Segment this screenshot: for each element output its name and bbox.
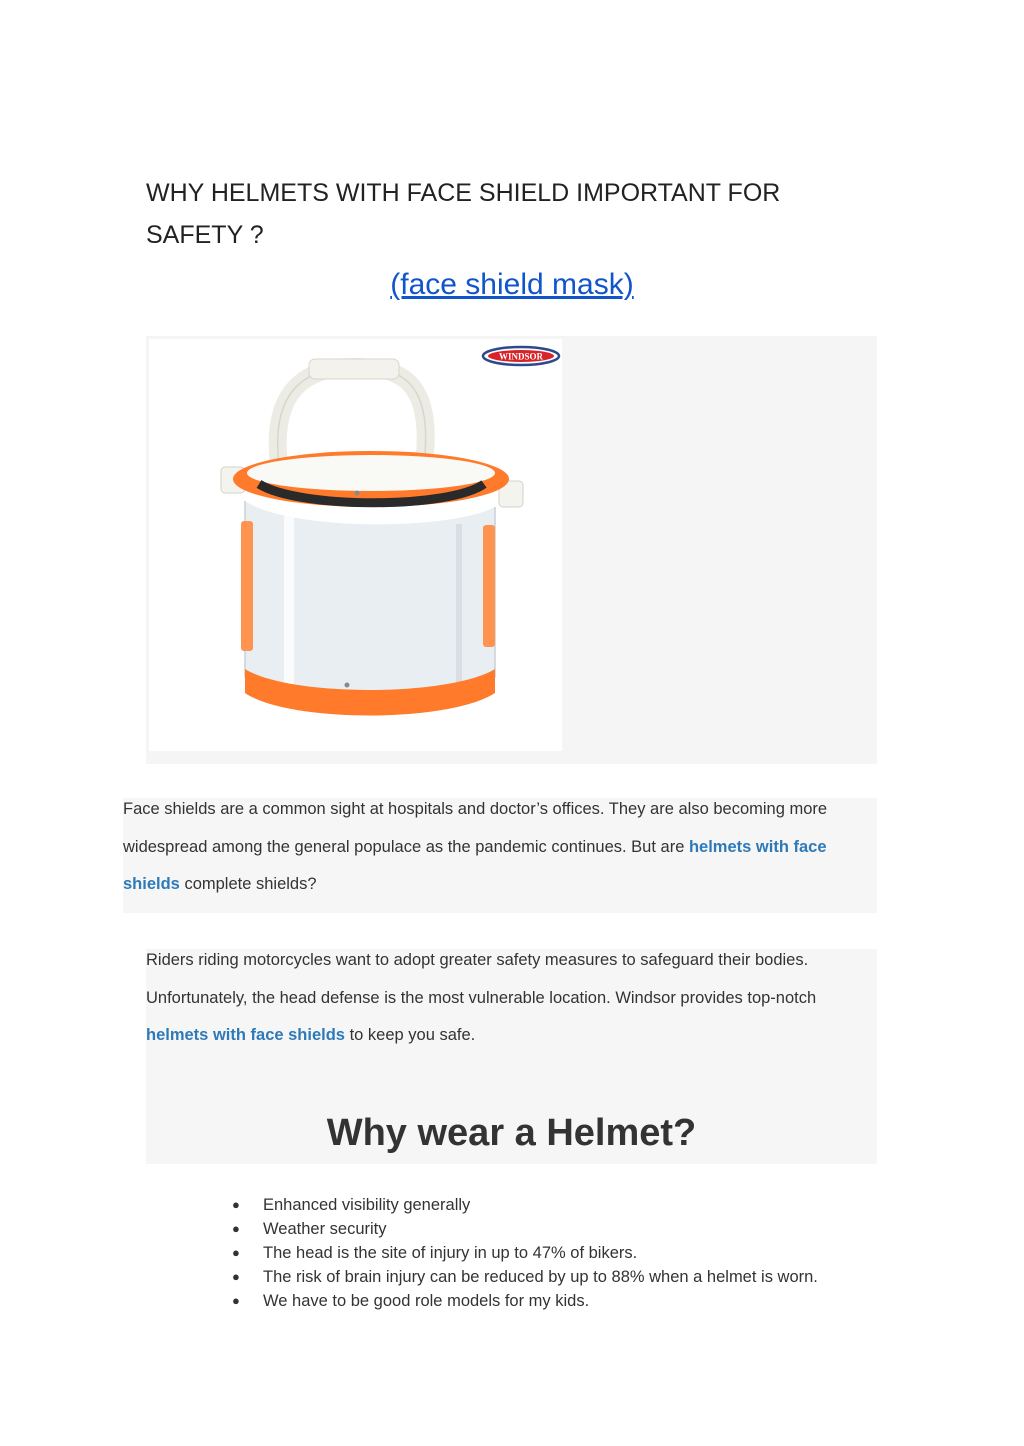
- intro-text-end: complete shields?: [179, 875, 317, 893]
- reasons-list: [230, 1193, 818, 1313]
- riders-text-end: to keep you safe.: [344, 1026, 476, 1044]
- windsor-logo: [483, 347, 559, 365]
- bullet-icon: ●: [232, 1245, 240, 1260]
- bullet-icon: ●: [232, 1197, 240, 1212]
- face-shield-helmet-illustration: [149, 339, 562, 751]
- page-title: WHY HELMETS WITH FACE SHIELD IMPORTANT FOR SAFETY ?: [146, 179, 781, 249]
- face-shield-mask-link[interactable]: (face shield mask): [390, 268, 634, 301]
- list-item: ● The risk of brain injury can be reduced by up to 88% when a helmet is worn.: [230, 1265, 818, 1289]
- riders-paragraph: [146, 942, 877, 1055]
- product-image-block: [146, 336, 877, 764]
- product-image: [149, 339, 562, 751]
- why-wear-helmet-heading: Why wear a Helmet?: [326, 1112, 697, 1154]
- riders-text: Riders riding motorcycles want to adopt greater safety measures to safeguard their bodies. Unfortunately, the head defense is the most vulnerable location. Windsor provides top-notch: [146, 951, 817, 1007]
- svg-text:WINDSOR: WINDSOR: [498, 351, 544, 362]
- intro-paragraph: [123, 791, 877, 904]
- bullet-icon: ●: [232, 1269, 240, 1284]
- helmets-with-face-shields-link-2[interactable]: helmets with face shields: [146, 1026, 345, 1044]
- list-item: ● We have to be good role models for my kids.: [230, 1289, 818, 1313]
- helmets-with-face-shields-link-1[interactable]: helmets with face shields: [123, 837, 827, 893]
- riders-paragraph-block: [146, 949, 877, 1164]
- list-item: ● Weather security: [230, 1217, 818, 1241]
- intro-paragraph-block: [123, 798, 877, 913]
- list-item: ● The head is the site of injury in up to 47% of bikers.: [230, 1241, 818, 1265]
- list-item: ● Enhanced visibility generally: [230, 1193, 818, 1217]
- bullet-icon: ●: [232, 1221, 240, 1236]
- bullet-icon: ●: [232, 1293, 240, 1308]
- intro-text: Face shields are a common sight at hospitals and doctor’s offices. They are also becoming more widespread among the general populace as the pandemic continues. But are: [123, 800, 828, 856]
